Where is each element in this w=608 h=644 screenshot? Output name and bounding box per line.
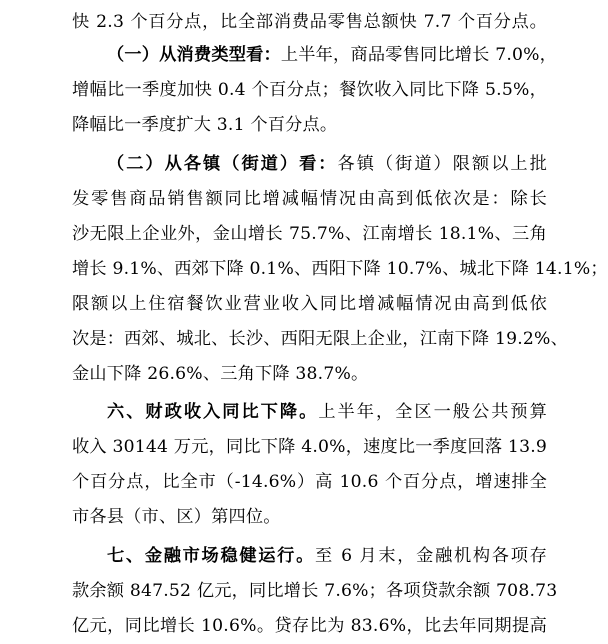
line-text: 增幅比一季度加快 0.4 个百分点；餐饮收入同比下降 5.5%， [72, 80, 547, 100]
section-heading-line [0, 394, 547, 430]
line-text: 各镇（街道）限额以上批 [337, 154, 547, 174]
body-text-line [0, 464, 547, 500]
body-text-line [0, 608, 547, 644]
section-heading-line [0, 538, 547, 574]
body-text-line [0, 286, 547, 322]
line-text: 金山下降 26.6%、三角下降 38.7%。 [72, 364, 369, 384]
line-text: 个百分点，比全市（-14.6%）高 10.6 个百分点，增速排全 [72, 472, 547, 492]
section-heading-line [0, 37, 558, 73]
body-text-line [0, 181, 547, 217]
body-text-line [0, 321, 568, 357]
section-heading: 七、金融市场稳健运行。 [107, 546, 316, 566]
body-text-line [0, 4, 547, 40]
body-text-line [0, 216, 547, 252]
line-text: 快 2.3 个百分点，比全部消费品零售总额快 7.7 个百分点。 [72, 12, 547, 32]
line-text: 增长 9.1%、西郊下降 0.1%、西阳下降 10.7%、城北下降 14.1%； [72, 259, 608, 279]
line-text: 上半年，商品零售同比增长 7.0%， [280, 45, 558, 65]
line-text: 发零售商品销售额同比增减幅情况由高到低依次是：除长 [72, 189, 547, 209]
line-text: 收入 30144 万元，同比下降 4.0%，速度比一季度回落 13.9 [72, 437, 547, 457]
line-text: 市各县（市、区）第四位。 [72, 507, 281, 527]
body-text-line [0, 251, 608, 287]
section-heading: 六、财政收入同比下降。 [107, 402, 319, 422]
section-heading: （二）从各镇（街道）看： [107, 154, 338, 174]
line-text: 沙无限上企业外，金山增长 75.7%、江南增长 18.1%、三角 [72, 224, 547, 244]
line-text: 上半年，全区一般公共预算 [318, 402, 548, 422]
body-text-line [0, 107, 547, 143]
line-text: 次是：西郊、城北、长沙、西阳无限上企业，江南下降 19.2%、 [72, 329, 568, 349]
line-text: 亿元，同比增长 10.6%。贷存比为 83.6%，比去年同期提高 [72, 616, 547, 636]
body-text-line [0, 356, 547, 392]
line-text: 限额以上住宿餐饮业营业收入同比增减幅情况由高到低依 [72, 294, 547, 314]
section-heading-line [0, 146, 547, 182]
line-text: 款余额 847.52 亿元，同比增长 7.6%；各项贷款余额 708.73 [72, 581, 558, 601]
line-text: 至 6 月末，金融机构各项存 [315, 546, 548, 566]
line-text: 降幅比一季度扩大 3.1 个百分点。 [72, 115, 338, 135]
body-text-line [0, 499, 547, 535]
section-heading: （一）从消费类型看： [107, 45, 281, 65]
body-text-line [0, 573, 558, 609]
body-text-line [0, 429, 547, 465]
body-text-line [0, 72, 547, 108]
